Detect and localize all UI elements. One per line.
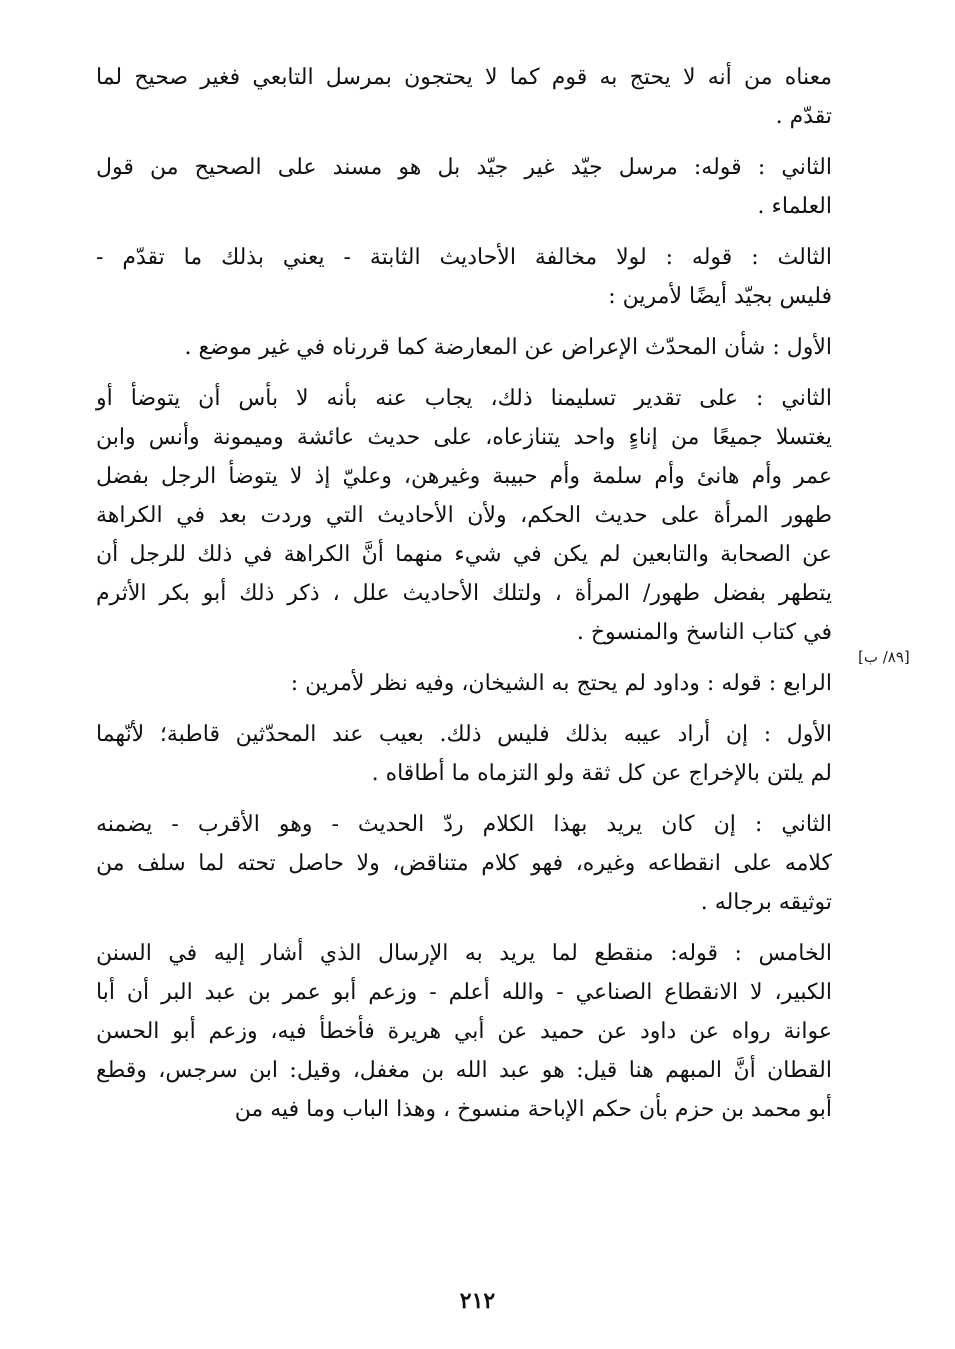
margin-folio-note: [٨٩/ ب] — [858, 648, 910, 666]
text-line: في كتاب الناسخ والمنسوخ . — [576, 620, 832, 645]
paragraph — [96, 805, 832, 922]
text-line: فليس بجيّد أيضًا لأمرين : — [608, 284, 832, 309]
text-line: الخامس : قوله: منقطع لما يريد به الإرسال الذي أشار إليه في السنن — [96, 941, 832, 966]
text-line: الأول : شأن المحدّث الإعراض عن المعارضة كما قررناه في غير موضع . — [184, 335, 832, 360]
text-line: طهور المرأة على حديث الحكم، ولأن الأحاديث التي وردت بعد في الكراهة — [96, 503, 832, 528]
text-line: الثالث : قوله : لولا مخالفة الأحاديث الثابتة - يعني بذلك ما تقدّم - — [96, 245, 833, 270]
page-number: ٢١٢ — [459, 1288, 496, 1314]
paragraph — [96, 328, 832, 367]
text-line: توثيقه برجاله . — [700, 890, 832, 915]
text-line: أبو محمد بن حزم بأن حكم الإباحة منسوخ ، وهذا الباب وما فيه من — [234, 1097, 832, 1122]
text-line: تقدّم . — [775, 104, 832, 129]
text-line: العلماء . — [757, 194, 832, 219]
paragraph — [96, 934, 832, 1129]
text-line: الكبير، لا الانقطاع الصناعي - والله أعلم - وزعم أبو عمر بن عبد البر أن أبا — [96, 980, 832, 1005]
text-line: عمر وأم هانئ وأم سلمة وأم حبيبة وغيرهن، وعليّ إذ لا يتوضأ الرجل بفضل — [96, 464, 832, 489]
text-line: كلامه على انقطاعه وغيره، فهو كلام متناقض، ولا حاصل تحته لما سلف من — [96, 851, 832, 876]
text-line: الثاني : على تقدير تسليمنا ذلك، يجاب عنه بأنه لا بأس أن يتوضأ أو — [96, 386, 832, 411]
text-line: الرابع : قوله : وداود لم يحتج به الشيخان، وفيه نظر لأمرين : — [290, 671, 832, 696]
text-line: معناه من أنه لا يحتج به قوم كما لا يحتجون بمرسل التابعي فغير صحيح لما — [96, 65, 832, 90]
paragraph — [96, 379, 832, 652]
text-line: القطان أنَّ المبهم هنا قيل: هو عبد الله بن مغفل، وقيل: ابن سرجس، وقطع — [96, 1058, 832, 1083]
paragraph — [96, 148, 832, 226]
text-line: عن الصحابة والتابعين لم يكن في شيء منهما أنَّ الكراهة في ذلك للرجل أن — [96, 542, 832, 567]
text-line: الثاني : إن كان يريد بهذا الكلام ردّ الحديث - وهو الأقرب - يضمنه — [96, 812, 832, 837]
page-body — [96, 58, 832, 1258]
paragraph — [96, 238, 832, 316]
text-line: الثاني : قوله: مرسل جيّد غير جيّد بل هو مسند على الصحيح من قول — [96, 155, 832, 180]
text-line: لم يلتن بالإخراج عن كل ثقة ولو التزماه ما أطاقاه . — [371, 761, 832, 786]
text-line: عوانة رواه عن داود عن حميد عن أبي هريرة فأخطأ فيه، وزعم أبو الحسن — [96, 1019, 832, 1044]
paragraph — [96, 58, 832, 136]
paragraph — [96, 664, 832, 703]
text-line: يتطهر بفضل طهور/ المرأة ، ولتلك الأحاديث علل ، ذكر ذلك أبو بكر الأثرم — [96, 581, 832, 606]
paragraph — [96, 715, 832, 793]
text-line: يغتسلا جميعًا من إناءٍ واحد يتنازعاه، على حديث عائشة وميمونة وأنس وابن — [96, 425, 832, 450]
text-line: الأول : إن أراد عيبه بذلك فليس ذلك. بعيب عند المحدّثين قاطبة؛ لأنّهما — [96, 722, 832, 747]
